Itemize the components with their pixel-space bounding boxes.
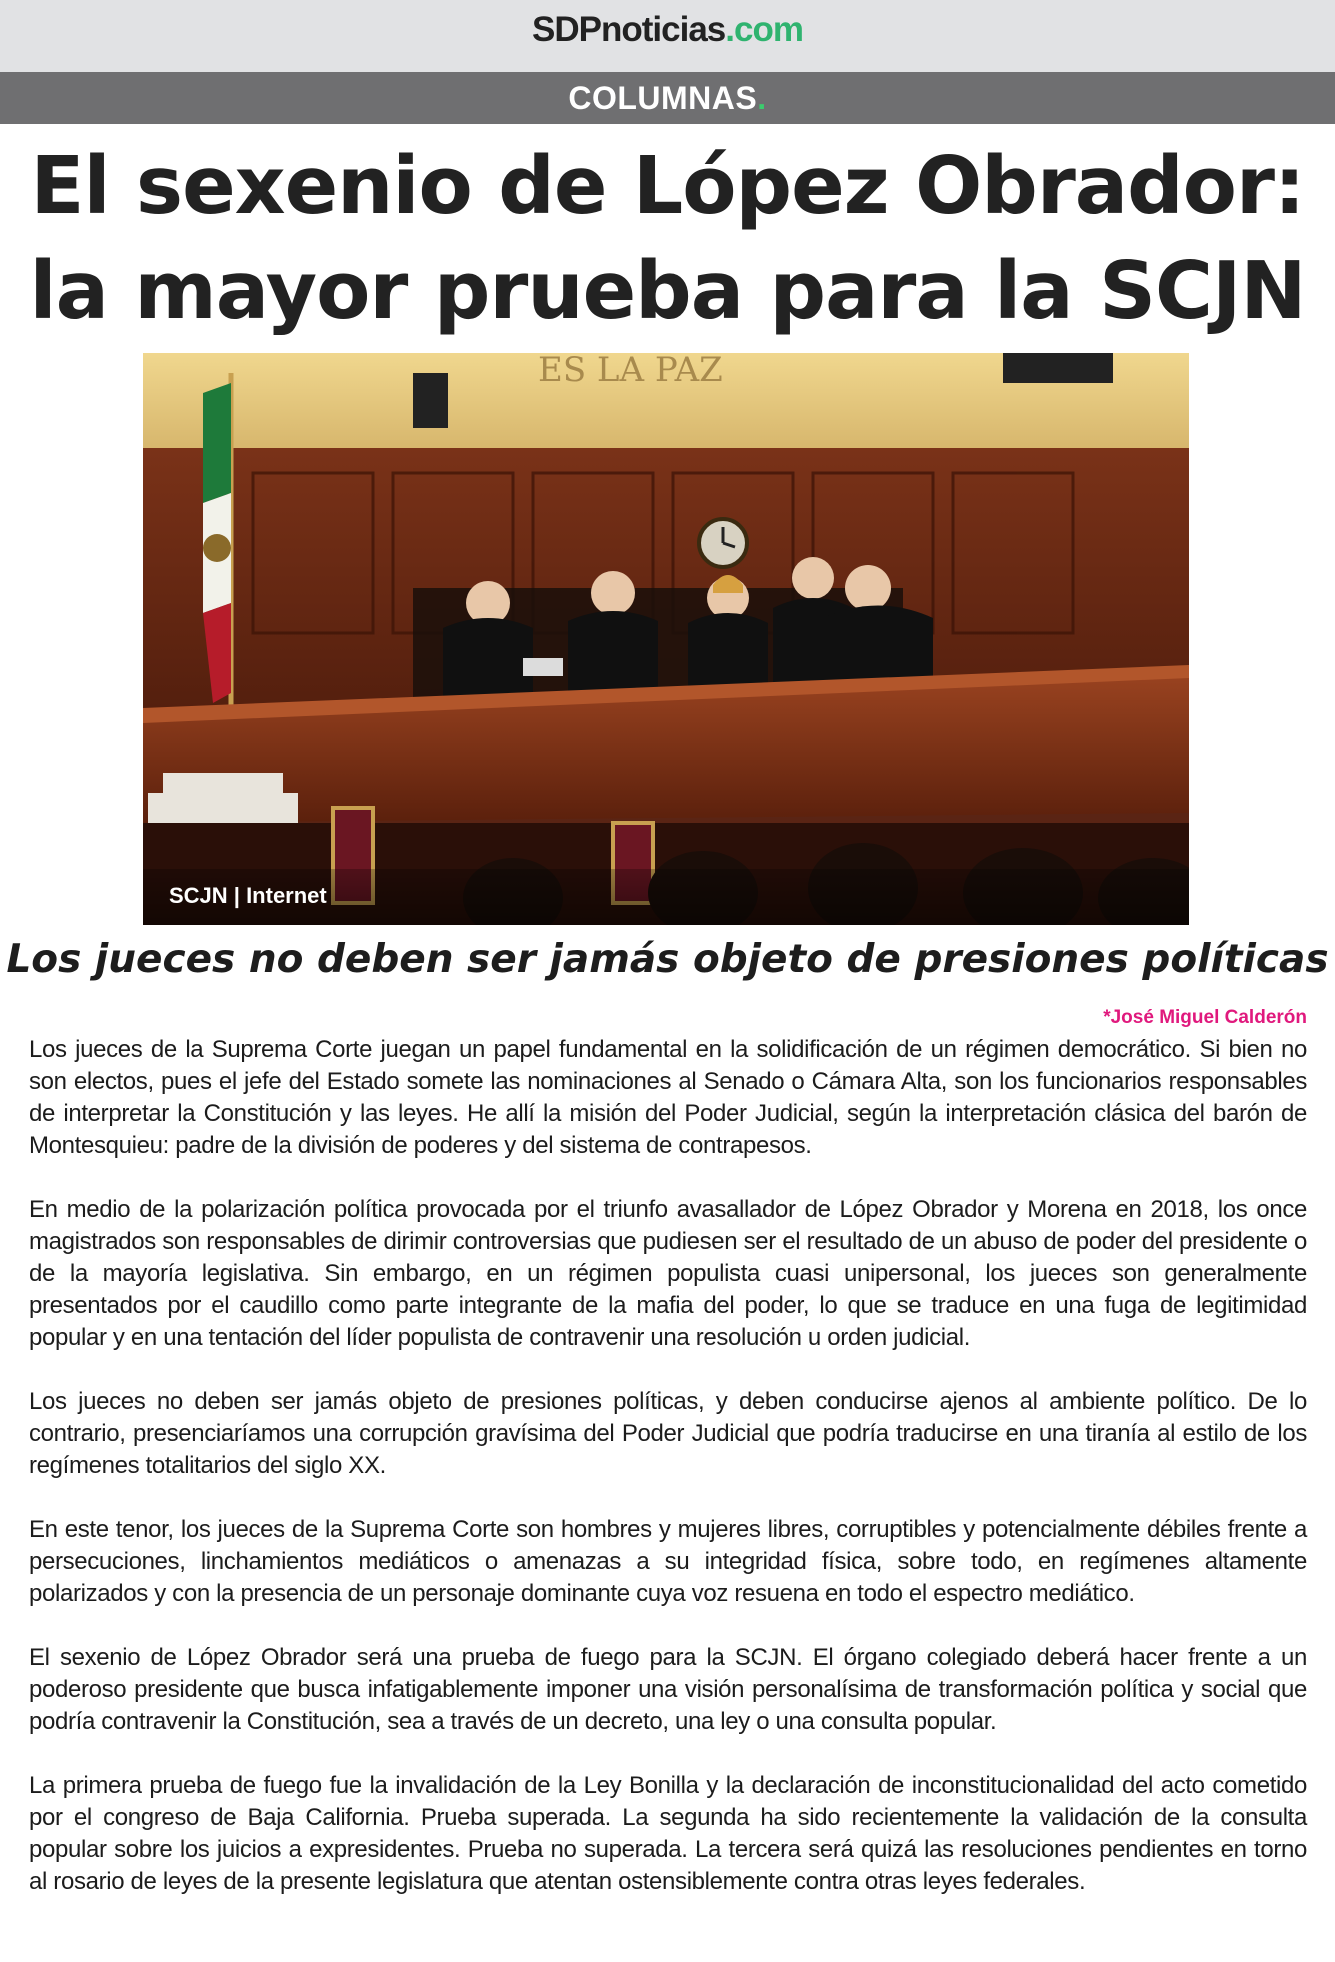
section-bar (0, 72, 1335, 124)
article-paragraph-5: El sexenio de López Obrador será una prueba de fuego para la SCJN. El órgano colegiado deberá hacer frente a un poderoso presidente que busca infatigablemente imponer una visión personalísima de transformación política y social que podría contravenir la Constitución, sea a través de un decreto, una ley o una consulta popular. (29, 1644, 1307, 1735)
section-dot: . (757, 80, 767, 116)
masthead (0, 0, 1335, 72)
caption-bar (143, 869, 1189, 925)
section-name: COLUMNAS (568, 80, 758, 116)
photo-caption: SCJN | Internet (169, 883, 327, 908)
article-paragraph-6: La primera prueba de fuego fue la invalidación de la Ley Bonilla y la declaración de inconstitucionalidad del acto cometido por el congreso de Baja California. Prueba superada. La segunda ha sido recientemente la validación de la consulta popular sobre los juicios a expresidentes. Prueba no superada. La tercera será quizá las resoluciones pendientes en torno al rosario de leyes de la presente legislatura que atentan ostensiblemente contra otras leyes federales. (29, 1772, 1307, 1895)
site-logo[interactable] (0, 10, 1335, 50)
brand-suffix: .com (725, 10, 803, 49)
article-photo (143, 353, 1189, 925)
article-title-line1: El sexenio de López Obrador: (30, 140, 1305, 232)
article-subtitle: Los jueces no deben ser jamás objeto de presiones políticas (6, 937, 1329, 982)
brand-name: SDPnoticias (532, 10, 726, 49)
article-title (0, 134, 1335, 344)
article-paragraph-4: En este tenor, los jueces de la Suprema Corte son hombres y mujeres libres, corruptibles y potencialmente débiles frente a persecuciones, linchamientos mediáticos o amenazas a su integridad física, sobre todo, en regímenes altamente polarizados y con la presencia de un personaje dominante cuya voz resuena en todo el espectro mediático. (29, 1516, 1307, 1607)
article-paragraph-3: Los jueces no deben ser jamás objeto de presiones políticas, y deben conducirse ajenos al ambiente político. De lo contrario, presenciaríamos una corrupción gravísima del Poder Judicial que podría traducirse en una tiranía al estilo de los regímenes totalitarios del siglo XX. (29, 1388, 1307, 1479)
article-body (29, 1034, 1307, 1930)
article-title-line2: la mayor prueba para la SCJN (29, 245, 1306, 337)
camera-icon (413, 373, 448, 428)
article-paragraph-1: Los jueces de la Suprema Corte juegan un papel fundamental en la solidificación de un régimen democrático. Si bien no son electos, pues el jefe del Estado somete las nominaciones al Senado o Cámara Alta, son los funcionarios responsables de interpretar la Constitución y las leyes. He allí la misión del Poder Judicial, según la interpretación clásica del barón de Montesquieu: padre de la división de poderes y del sistema de contrapesos. (29, 1036, 1307, 1159)
wall-inscription: ES LA PAZ (538, 353, 723, 390)
article-paragraph-2: En medio de la polarización política provocada por el triunfo avasallador de López Obrador y Morena en 2018, los once magistrados son responsables de dirimir controversias que pudiesen ser el resultado de un abuso de poder del presidente o de la mayoría legislativa. Sin embargo, en un régimen populista cuasi unipersonal, los jueces son generalmente presentados por el caudillo como parte integrante de la mafia del poder, lo que se traduce en una fuga de legitimidad popular y en una tentación del líder populista de contravenir una resolución u orden judicial. (29, 1196, 1307, 1351)
author-byline[interactable]: *José Miguel Calderón (1103, 1007, 1307, 1028)
section-label[interactable] (0, 80, 1335, 117)
courtroom-illustration (143, 353, 1189, 925)
